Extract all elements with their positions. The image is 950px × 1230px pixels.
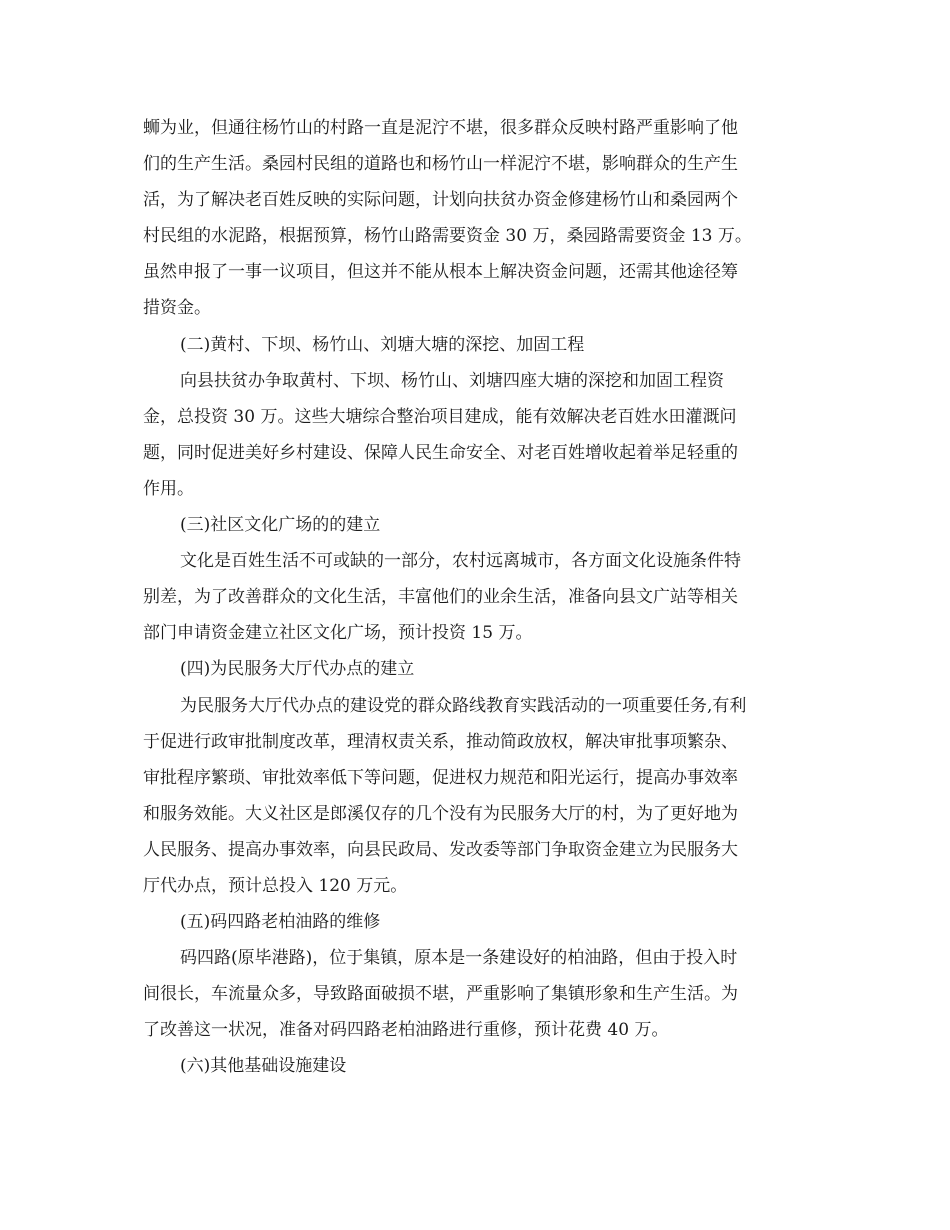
paragraph-ponds xyxy=(143,363,808,507)
text-line: 题，同时促进美好乡村建设、保障人民生命安全、对老百姓增收起着举足轻重的 xyxy=(143,442,738,463)
text-line: 厅代办点，预计总投入 120 万元。 xyxy=(143,875,408,896)
text-line: 文化是百姓生活不可或缺的一部分，农村远离城市，各方面文化设施条件特 xyxy=(180,551,741,572)
paragraph-intro xyxy=(143,110,808,327)
text-line: 虽然申报了一事一议项目，但这并不能从根本上解决资金问题，还需其他途径筹 xyxy=(143,262,738,283)
section-heading: (四)为民服务大厅代办点的建立 xyxy=(180,659,415,680)
text-line: 向县扶贫办争取黄村、下坝、杨竹山、刘塘四座大塘的深挖和加固工程资 xyxy=(180,370,724,391)
text-line: 活，为了解决老百姓反映的实际问题，计划向扶贫办资金修建杨竹山和桑园两个 xyxy=(143,190,738,211)
text-line: 们的生产生活。桑园村民组的道路也和杨竹山一样泥泞不堪，影响群众的生产生 xyxy=(143,154,738,175)
text-line: 村民组的水泥路，根据预算，杨竹山路需要资金 30 万，桑园路需要资金 13 万。 xyxy=(143,226,752,247)
document-body xyxy=(143,110,808,1085)
text-line: 间很长，车流量众多，导致路面破损不堪，严重影响了集镇形象和生产生活。为 xyxy=(143,984,738,1005)
text-line: 部门申请资金建立社区文化广场，预计投资 15 万。 xyxy=(143,623,533,644)
section-heading: (六)其他基础设施建设 xyxy=(180,1056,347,1077)
paragraph-road-repair xyxy=(143,940,808,1048)
section-heading: (三)社区文化广场的的建立 xyxy=(180,515,381,536)
text-line: 了改善这一状况，准备对码四路老柏油路进行重修，预计花费 40 万。 xyxy=(143,1020,669,1041)
text-line: 码四路(原毕港路)，位于集镇，原本是一条建设好的柏油路，但由于投入时 xyxy=(180,948,738,969)
text-line: 作用。 xyxy=(143,478,194,499)
text-line: 别差，为了改善群众的文化生活，丰富他们的业余生活，准备向县文广站等相关 xyxy=(143,587,738,608)
text-line: 措资金。 xyxy=(143,298,211,319)
text-line: 为民服务大厅代办点的建设党的群众路线教育实践活动的一项重要任务,有利 xyxy=(180,695,747,716)
text-line: 金，总投资 30 万。这些大塘综合整治项目建成，能有效解决老百姓水田灌溉问 xyxy=(143,406,737,427)
paragraph-service-hall xyxy=(143,688,808,905)
text-line: 蛳为业，但通往杨竹山的村路一直是泥泞不堪，很多群众反映村路严重影响了他 xyxy=(143,118,738,138)
text-line: 于促进行政审批制度改革，理清权责关系，推动简政放权，解决审批事项繁杂、 xyxy=(143,731,738,752)
text-line: 和服务效能。大义社区是郎溪仅存的几个没有为民服务大厅的村，为了更好地为 xyxy=(143,803,738,824)
text-line: 人民服务、提高办事效率，向县民政局、发改委等部门争取资金建立为民服务大 xyxy=(143,839,738,860)
paragraph-culture xyxy=(143,543,808,651)
section-heading: (二)黄村、下坝、杨竹山、刘塘大塘的深挖、加固工程 xyxy=(180,334,585,355)
section-heading: (五)码四路老柏油路的维修 xyxy=(180,912,381,933)
text-line: 审批程序繁琐、审批效率低下等问题，促进权力规范和阳光运行，提高办事效率 xyxy=(143,767,738,788)
